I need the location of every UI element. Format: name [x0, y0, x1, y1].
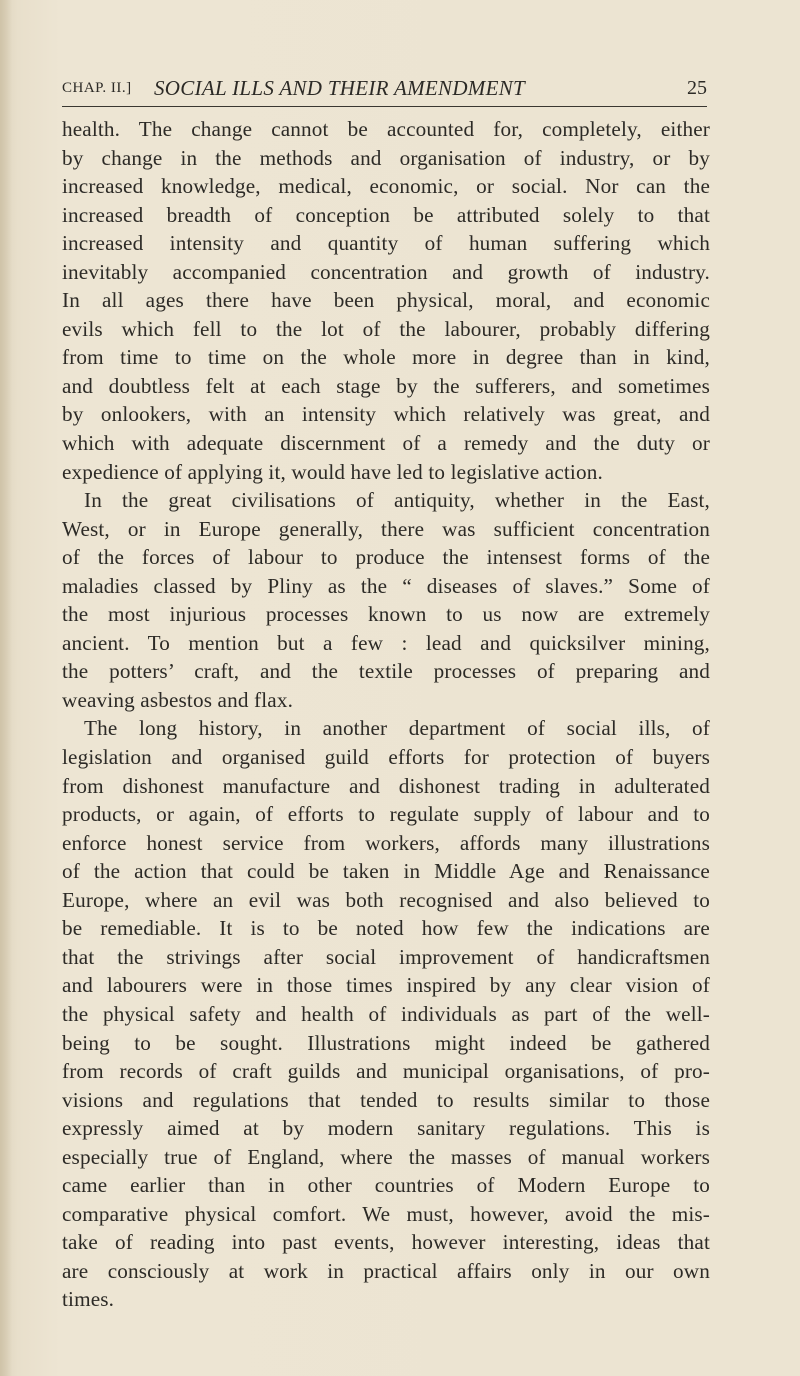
text-line: expressly aimed at by modern sanitary regulations. This is: [62, 1116, 710, 1141]
text-line: expedience of applying it, would have led to legislative action.: [62, 459, 603, 484]
text-line: weaving asbestos and flax.: [62, 687, 294, 712]
text-line: increased breadth of conception be attributed solely to that: [62, 202, 710, 227]
text-line: from dishonest manufacture and dishonest trading in adulterated: [62, 773, 710, 798]
text-line: ancient. To mention but a few : lead and quicksilver mining,: [62, 630, 710, 655]
chapter-label: CHAP. II.]: [62, 80, 132, 96]
text-line: the potters’ craft, and the textile processes of preparing and: [62, 659, 710, 684]
text-line: especially true of England, where the masses of manual workers: [62, 1144, 710, 1169]
text-line: and labourers were in those times inspired by any clear vision of: [62, 973, 710, 998]
text-line: are consciously at work in practical affairs only in our own: [62, 1258, 710, 1283]
text-line: increased knowledge, medical, economic, or social. Nor can the: [62, 174, 710, 199]
text-line: being to be sought. Illustrations might indeed be gathered: [62, 1030, 710, 1055]
text-line: increased intensity and quantity of human suffering which: [62, 231, 710, 256]
text-line: The long history, in another department of social ills, of: [84, 716, 710, 741]
text-line: from time to time on the whole more in degree than in kind,: [62, 345, 710, 370]
text-line: Europe, where an evil was both recognised and also believed to: [62, 887, 710, 912]
text-line: In the great civilisations of antiquity, whether in the East,: [84, 488, 710, 513]
text-line: enforce honest service from workers, affords many illustrations: [62, 830, 710, 855]
text-line: the physical safety and health of individuals as part of the well-: [62, 1001, 710, 1026]
text-line: by change in the methods and organisation of industry, or by: [62, 145, 710, 170]
text-line: visions and regulations that tended to results similar to those: [62, 1087, 710, 1112]
text-line: came earlier than in other countries of Modern Europe to: [62, 1173, 710, 1198]
text-line: In all ages there have been physical, moral, and economic: [62, 288, 710, 313]
text-line: of the forces of labour to produce the intensest forms of the: [62, 545, 710, 570]
body-text: [62, 115, 710, 1314]
text-line: of the action that could be taken in Middle Age and Renaissance: [62, 859, 710, 884]
paragraph-start-line: [62, 486, 710, 515]
text-line: inevitably accompanied concentration and growth of industry.: [62, 259, 710, 284]
text-line: health. The change cannot be accounted for, completely, either: [62, 117, 710, 141]
text-line: the most injurious processes known to us now are extremely: [62, 602, 710, 627]
text-line: that the strivings after social improvement of handicraftsmen: [62, 944, 710, 969]
text-line: take of reading into past events, however interesting, ideas that: [62, 1230, 710, 1255]
paragraph-start-line: [62, 714, 710, 743]
text-line: products, or again, of efforts to regulate supply of labour and to: [62, 802, 710, 827]
running-title: SOCIAL ILLS AND THEIR AMENDMENT: [154, 76, 526, 100]
running-head: [62, 76, 707, 107]
text-line: legislation and organised guild efforts for protection of buyers: [62, 745, 710, 770]
text-line: West, or in Europe generally, there was sufficient concentration: [62, 516, 710, 541]
text-line: maladies classed by Pliny as the “ diseases of slaves.” Some of: [62, 573, 710, 598]
text-line: from records of craft guilds and municipal organisations, of pro-: [62, 1059, 710, 1084]
text-line: which with adequate discernment of a remedy and the duty or: [62, 431, 710, 456]
text-line: and doubtless felt at each stage by the sufferers, and sometimes: [62, 373, 710, 398]
text-line: times.: [62, 1287, 115, 1312]
text-line: comparative physical comfort. We must, however, avoid the mis-: [62, 1201, 710, 1226]
text-line: by onlookers, with an intensity which relatively was great, and: [62, 402, 710, 427]
page-number: 25: [687, 77, 707, 99]
text-line: evils which fell to the lot of the labourer, probably differing: [62, 316, 710, 341]
text-line: be remediable. It is to be noted how few the indications are: [62, 916, 710, 941]
gutter-shadow: [0, 0, 12, 1376]
